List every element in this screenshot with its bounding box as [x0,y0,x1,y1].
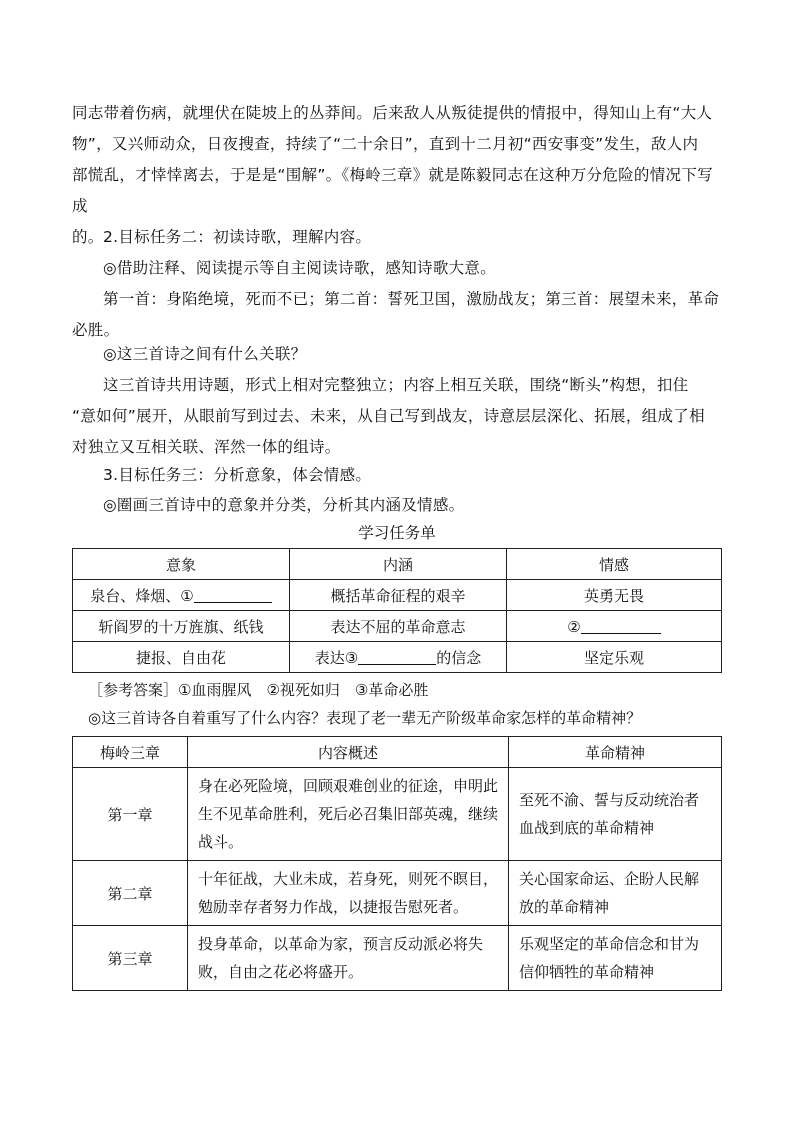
table-row [73,926,722,991]
table-row [73,768,722,861]
answer-line: 这三首诗共用诗题，形式上相对完整独立；内容上相互关联，围绕“断头”构想，扣住 [103,376,689,394]
imagery-cell: 捷报、自由花 [73,642,290,673]
intro-line: 部慌乱，才悻悻离去，于是是“围解”。《梅岭三章》就是陈毅同志在这种万分危险的情况下写成 [72,166,713,215]
chapter-cell: 第三章 [73,926,188,991]
table-row [73,580,722,611]
header-content: 内容概述 [188,737,509,768]
meaning-suffix: 的信念 [436,648,482,667]
question-2: ◎这三首诗各自着重写了什么内容？表现了老一辈无产阶级革命家怎样的革命精神？ [88,709,642,727]
spirit-cell: 乐观坚定的革命信念和甘为信仰牺牲的革命精神 [509,926,722,991]
fill-blank-2[interactable] [581,617,661,634]
intro-line: 同志带着伤病，就埋伏在陡坡上的丛莽间。后来敌人从叛徒提供的情报中，得知山上有“大人 [72,104,713,122]
emotion-text: ② [567,617,581,636]
content-cell: 十年征战，大业未成，若身死，则死不瞑目，勉励幸存者努力作战，以捷报告慰死者。 [188,861,509,926]
header-chapter: 梅岭三章 [73,737,188,768]
answer-line: “意如何”展开，从眼前写到过去、未来，从自己写到战友，诗意层层深化、拓展，组成了相 [72,407,705,425]
header-emotion: 情感 [507,549,722,580]
header-meaning: 内涵 [290,549,507,580]
content-cell: 身在必死险境，回顾艰难创业的征途，申明此生不见革命胜利，死后必召集旧部英魂，继续战斗。 [188,768,509,861]
task2-prompt: ◎借助注释、阅读提示等自主阅读诗歌，感知诗歌大意。 [103,259,497,277]
chapters-table [72,736,722,991]
header-spirit: 革命精神 [509,737,722,768]
task2-heading: 2.目标任务二：初读诗歌，理解内容。 [103,228,372,246]
task2-summary [72,284,722,346]
chapter-cell: 第二章 [73,861,188,926]
worksheet-table [72,548,722,673]
spirit-cell: 关心国家命运、企盼人民解放的革命精神 [509,861,722,926]
emotion-cell: 英勇无畏 [507,580,722,611]
table-header-row [73,737,722,768]
task2-answer [72,370,722,463]
emotion-cell: 坚定乐观 [507,642,722,673]
imagery-text: 泉台、烽烟、① [90,586,194,605]
imagery-cell: 斩阎罗的十万旌旗、纸钱 [73,611,290,642]
table-header-row [73,549,722,580]
emotion-cell [507,611,722,642]
task3-prompt: ◎圈画三首诗中的意象并分类，分析其内涵及情感。 [103,496,465,514]
meaning-cell: 表达不屈的革命意志 [290,611,507,642]
meaning-cell [290,642,507,673]
table-row [73,642,722,673]
content-cell: 投身革命，以革命为家，预言反动派必将失败，自由之花必将盛开。 [188,926,509,991]
chapter-cell: 第一章 [73,768,188,861]
worksheet-title: 学习任务单 [358,524,436,542]
reference-answer: ［参考答案］①血雨腥风 ②视死如归 ③革命必胜 [88,681,429,699]
fill-blank-3[interactable] [358,648,436,665]
summary-line: 第一首：身陷绝境，死而不已；第二首：誓死卫国，激励战友；第三首：展望未来，革命 [103,290,720,308]
table-row [73,861,722,926]
intro-line: 物”，又兴师动众，日夜搜查，持续了“二十余日”，直到十二月初“西安事变”发生，敌人内 [72,135,699,153]
header-imagery: 意象 [73,549,290,580]
task3-heading: 3.目标任务三：分析意象，体会情感。 [103,466,372,484]
meaning-cell: 概括革命征程的艰辛 [290,580,507,611]
imagery-cell [73,580,290,611]
fill-blank-1[interactable] [194,586,272,603]
table-row [73,611,722,642]
meaning-prefix: 表达③ [314,648,359,667]
spirit-cell: 至死不渝、誓与反动统治者血战到底的革命精神 [509,768,722,861]
task2-question: ◎这三首诗之间有什么关联？ [103,345,307,363]
summary-line: 必胜。 [72,321,120,339]
answer-line: 对独立又互相关联、浑然一体的组诗。 [72,438,341,456]
intro-line: 的。 [72,228,104,246]
